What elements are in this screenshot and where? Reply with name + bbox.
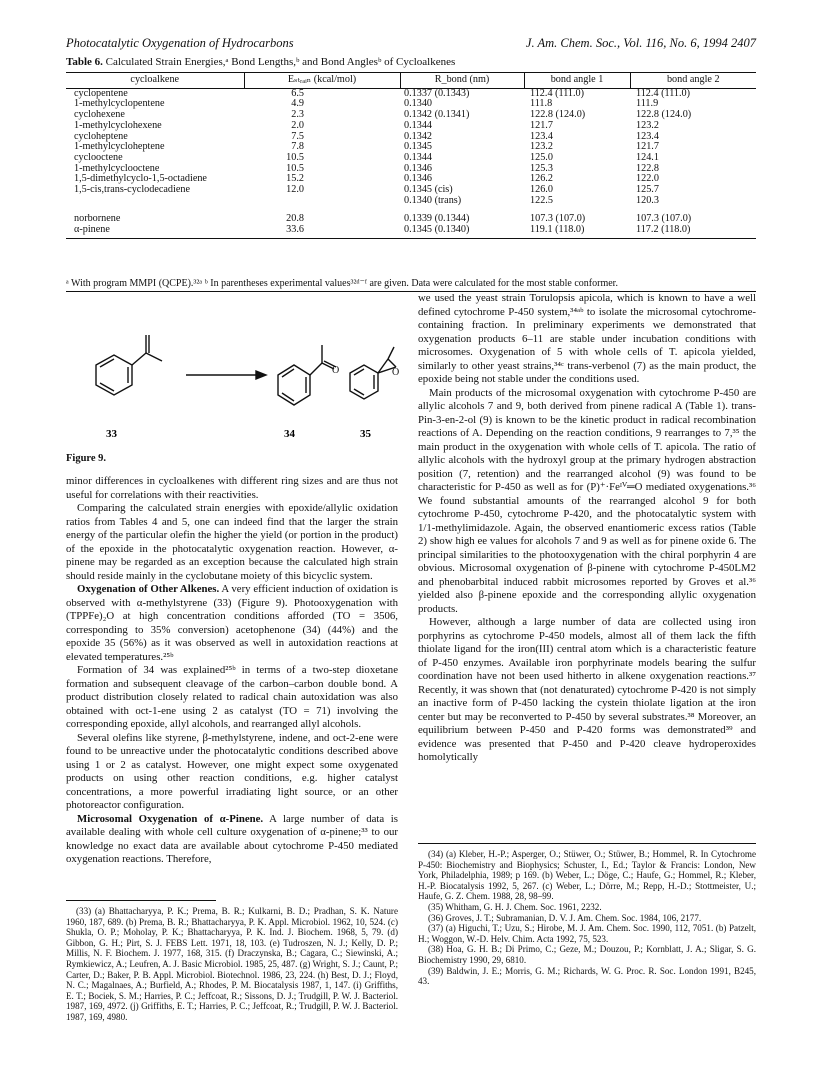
table-cell: 0.1342 (0.1341) — [404, 109, 470, 121]
compound-33-structure — [96, 335, 162, 395]
footnote-rule-left — [66, 900, 216, 901]
references-left — [66, 906, 398, 1023]
compound-label-35: 35 — [360, 428, 371, 440]
table-column-header: R_bond (nm) — [400, 73, 524, 89]
table-cell: 126.2 — [530, 173, 553, 185]
left-column-body — [66, 475, 398, 867]
table-cell: 20.8 — [286, 213, 304, 225]
table-cell: 10.5 — [286, 151, 304, 163]
table-cell: 0.1340 — [404, 98, 433, 110]
table-cell: 10.5 — [286, 162, 304, 174]
table-cell: 0.1344 — [404, 119, 433, 131]
table-row — [66, 206, 756, 225]
table-cell: 123.4 — [530, 130, 553, 142]
table-cell: 107.3 (107.0) — [636, 213, 692, 225]
table-cell: 112.4 (111.0) — [636, 87, 691, 99]
table-cell: 1-methylcyclohexene — [74, 119, 162, 131]
table-cell: norbornene — [74, 213, 121, 225]
table-cell: 2.0 — [291, 119, 304, 131]
reference-entry: (36) Groves, J. T.; Subramanian, D. V. J. Am. Chem. Soc. 1984, 106, 2177. — [428, 912, 702, 923]
paragraph: Formation of 34 was explained²⁵ᵇ in terms of a two-step dioxetane formation and subsequent cleavage of the carbon–carbon double bond. A product distribution closely related to radical chain autoxidation was also obtained with oct-1-ene using 2 as catalyst (TO = 71) involving the corresponding epoxide, allyl alcohols, and rearranged allyl alcohols. — [66, 664, 398, 730]
table-cell: 0.1337 (0.1343) — [404, 87, 470, 99]
table-label: Table 6. — [66, 56, 103, 68]
table-row — [66, 196, 756, 207]
table-cell: 7.5 — [291, 130, 304, 142]
paragraph: we used the yeast strain Torulopsis apicola, which is known to have a well defined cytochrome P-450 system,³⁴ᵃᵇ to isolate the microsomal cytochrome-containing fraction. In preliminary experiments we demonstrated that oxygenation products 6–11 are stable under incubation conditions with microsomes. Oxygenation of 5 with whole cells of T. apicola yielded, similarly to other yeast strains,³⁴ᶜ trans-verbenol (7) as the main product, the epoxide being not stable under the conditions used. — [418, 292, 756, 385]
table-row — [66, 225, 756, 238]
table-cell: 125.3 — [530, 162, 553, 174]
paragraph: Microsomal Oxygenation of α-Pinene. A large number of data is available dealing with whole cell culture oxygenation of α-pinene;³³ to our knowledge no exact data are available about cytochrome P-450 mediated oxygenation reactions. Therefore, — [66, 812, 398, 865]
table-cell: 111.9 — [636, 98, 659, 110]
reference-entry: (38) Hoa, G. H. B.; Di Primo, C.; Geze, M.; Douzou, P.; Kornblatt, J. A.; Sligar, S. G. Biochemistry 1990, 29, 6810. — [418, 944, 756, 965]
table-cell: 123.2 — [530, 141, 553, 153]
table-cell: 2.3 — [291, 109, 304, 121]
paragraph: minor differences in cycloalkenes with different ring sizes and are thus not useful for correlations with their reactivities. — [66, 475, 398, 501]
table-cell: 123.2 — [636, 119, 659, 131]
table-cell: α-pinene — [66, 225, 244, 238]
table-cell: 126.0 — [530, 184, 553, 196]
reference-entry: (37) (a) Higuchi, T.; Uzu, S.; Hirobe, M. J. Am. Chem. Soc. 1990, 112, 7051. (b) Patzelt, H.; Woggon, W.-D. Helv. Chim. Acta 1992, 75, 523. — [418, 923, 756, 944]
reaction-arrow — [186, 371, 266, 379]
table-cell: 117.2 (118.0) — [630, 225, 756, 238]
compound-label-33: 33 — [106, 428, 117, 440]
figure-caption: Figure 9. — [66, 453, 107, 464]
table-cell: 15.2 — [286, 173, 304, 185]
table-cell: 121.7 — [636, 141, 659, 153]
right-column-body — [418, 292, 756, 765]
table-footnote: ᵃ With program MMPI (QCPE).³²ᵃ ᵇ In parentheses experimental values³²ᵈ⁻ᶠ are given. Data were calculated for the most stable conformer. — [66, 278, 618, 289]
table-cell: 0.1339 (0.1344) — [404, 213, 470, 225]
table-cell: 1-methylcyclooctene — [74, 162, 160, 174]
table-cell: 124.1 — [636, 151, 659, 163]
table-cell: 0.1346 — [404, 173, 433, 185]
table-cell: 107.3 (107.0) — [530, 213, 586, 225]
paragraph: Oxygenation of Other Alkenes. A very efficient induction of oxidation is observed with α-methylstyrene (33) (Figure 9). Photooxygenation with (TPPFe)₂O at high concentration conditions afforded (TO = 3506, corresponding to 35% conversion) acetophenone (34) (44%) and the epoxide 35 (56%) as it was observed as well in autoxidation reactions at elevated temperatures.²⁵ᵇ — [66, 583, 399, 663]
table-6 — [66, 72, 756, 239]
table-cell: 0.1340 (trans) — [404, 194, 462, 206]
table-cell: 33.6 — [244, 225, 400, 238]
svg-text:O: O — [392, 367, 400, 378]
references-right — [418, 849, 756, 987]
table-cell: 0.1346 — [404, 162, 433, 174]
paragraph: Several olefins like styrene, β-methylstyrene, indene, and oct-2-ene were found to be unreactive under the photocatalytic conditions described above using 1 or 2 as catalyst. However, one might expect some oxygenated products on using other reaction conditions, e.g. higher catalyst concentrations, a more powerful irradiating light source, or an other photoreactor configuration. — [66, 731, 398, 811]
running-header-journal: J. Am. Chem. Soc., Vol. 116, No. 6, 1994 2407 — [525, 36, 756, 50]
reference-entry: (39) Baldwin, J. E.; Morris, G. M.; Richards, W. G. Proc. R. Soc. London 1991, B245, 43. — [418, 965, 756, 987]
svg-text:O: O — [332, 365, 340, 376]
table-cell: 7.8 — [291, 141, 304, 153]
compound-label-34: 34 — [284, 428, 295, 440]
table-column-header: bond angle 1 — [524, 73, 630, 89]
table-cell: 119.1 (118.0) — [524, 225, 630, 238]
reference-entry: (33) (a) Bhattacharyya, P. K.; Prema, B. R.; Kulkarni, B. D.; Pradhan, S. K. Nature 1960, 187, 689. (b) Prema, B. R.; Bhattacharyya, P. K. Appl. Microbiol. 1962, 10, 524. (c) Shukla, O. P.; Moholay, P. K.; Bhattacharyya, P. K. Ind. J. Biochem. 1968, 5, 79. (d) Gibbon, G. H.; Pirt, S. J. FEBS Lett. 1971, 18, 103. (e) Tudroszen, N. J.; Kelly, D. P.; Millis, N. F. Biochem. J. 1977, 168, 315. (f) Draczynska, B.; Cagara, C.; Siewinski, A.; Rymkiewicz, A.; Leufren, A. J. Basic Microbiol. 1985, 25, 487. (g) Wright, S. J.; Caunt, P.; Carter, D.; Baker, P. B. Appl. Microbiol. Biotechnol. 1986, 23, 224. (h) Best, D. J.; Floyd, N. C.; Magalnaes, A.; Burfield, A.; Rhodes, P. M. Biocatalysis 1987, 1, 147. (i) Griffiths, E. T.; Bociek, S. M.; Harries, P. C.; Jeffcoat, R.; Sissons, D. J.; Trudgill, P. W. J. Bacteriol. 1987, 169, 4972. (j) Griffiths, E. T.; Harries, P. C.; Jeffcoat, R.; Trudgill, P. W. J. Bacteriol. 1987, 169, 4980. — [66, 906, 398, 1022]
table-cell: 122.8 (124.0) — [636, 109, 692, 121]
compound-35-structure — [350, 347, 396, 399]
table-cell: 0.1345 — [404, 141, 433, 153]
table-cell: cycloheptene — [74, 130, 128, 142]
table-cell: 12.0 — [286, 184, 304, 196]
table-cell: 0.1345 (cis) — [404, 184, 453, 196]
run-in-heading: Oxygenation of Other Alkenes. — [77, 583, 220, 595]
figure-9-scheme — [66, 295, 398, 445]
running-header-title: Photocatalytic Oxygenation of Hydrocarbons — [66, 36, 294, 50]
table-cell: 122.5 — [530, 194, 553, 206]
table-cell: 125.0 — [530, 151, 553, 163]
table-column-header: cycloalkene — [66, 73, 244, 89]
table-cell: 1-methylcyclopentene — [74, 98, 165, 110]
paragraph: Main products of the microsomal oxygenation with cytochrome P-450 are allylic alcohols 7 and 9, both derived from pinene radical A (Table 1). trans-Pin-3-en-2-ol (9) is known to be the kinetic product in radical recombination reactions of A. Depending on the reaction conditions, 9 rearranges to 7,³⁵ the main product in the oxygenation with whole cells of T. apicola. The ratio of allylic alcohols with the hydroxyl group at the primary hydrogen abstraction position (7, retention) and the rearranged alcohol (9) was found to be characteristic for P-450 as well as for (P)⁺·Feᴵⱽ═O mediated oxygenations.³⁶ We found substantial amounts of the rearranged alcohol 9 for both cytochrome P-450, cytochrome P-420, and the photocatalytic system with 1/1-methylimidazole. Again, the observed enantiomeric excess ratios (Table 2) show high ee values for alcohols 7 and 9 as well as for pinene oxide 6. The principal similarities to the photooxygenation with the chiral porphyrin 4 are obvious. Microsomal oxygenation of β-pinene with cytochrome P-450LM2 and phenobarbital induced rabbit microsomes reported by Groves et al.³⁶ yielded also β-pinene epoxide and the corresponding allylic oxygenation products. — [418, 386, 756, 615]
table-row — [66, 121, 756, 132]
table-column-header: Eₛₜᵣₐᵢₙ (kcal/mol) — [244, 73, 400, 89]
table-cell: cyclohexene — [74, 109, 125, 121]
table-cell: cyclooctene — [74, 151, 123, 163]
table-cell: 122.0 — [636, 173, 659, 185]
run-in-heading: Microsomal Oxygenation of α-Pinene. — [77, 812, 264, 825]
table-cell — [66, 196, 244, 207]
table-cell: 123.4 — [636, 130, 659, 142]
table-cell: 111.8 — [530, 98, 553, 110]
table-cell — [244, 196, 400, 207]
reference-entry: (34) (a) Kleber, H.-P.; Asperger, O.; Stüwer, O.; Stüwer, B.; Hommel, R. In Cytochrome P-450: Biochemistry and Biophysics; Schuster, I., Ed.; Taylor & Francis: London, New York, Philadelphia, 1989; p 169. (b) Weber, L.; Döge, C.; Haufe, G.; Hommel, R.; Kleber, H.-P. Biocatalysis 1992, 5, 267. (c) Weber, L.; Dörre, M.; Repp, H.-D.; Stottmeister, U.; Haufe, G. Z. Chem. 1988, 28, 98–99. — [418, 849, 756, 902]
table-cell: 0.1344 — [404, 151, 433, 163]
table-cell: 1,5-cis,trans-cyclodecadiene — [74, 184, 190, 196]
table-column-header: bond angle 2 — [630, 73, 756, 89]
compound-34-structure — [278, 345, 336, 405]
table-cell: 0.1342 — [404, 130, 433, 142]
paragraph: Comparing the calculated strain energies with epoxide/allylic oxidation ratios from Tables 4 and 5, one can indeed find that the larger the strain energy of the particular olefin the higher the yield (or portion in the product) of the epoxide in the photocatalytic oxygenation reaction. However, α-pinene may be regarded as an exception because the calculated high strain should reside mainly in the cyclobutane moiety of this bicyclic system. — [66, 502, 398, 582]
table-cell: cyclopentene — [74, 87, 128, 99]
table-cell: 1,5-dimethylcyclo-1,5-octadiene — [74, 173, 207, 185]
table-cell: 120.3 — [636, 194, 659, 206]
reference-entry: (35) Whitham, G. H. J. Chem. Soc. 1961, 2232. — [428, 901, 602, 912]
table-cell: 121.7 — [530, 119, 553, 131]
table-cell: 0.1345 (0.1340) — [400, 225, 524, 238]
footnote-rule-right — [418, 843, 756, 844]
table-cell: 1-methylcycloheptene — [74, 141, 165, 153]
table-cell: 122.8 (124.0) — [530, 109, 586, 121]
table-cell: 125.7 — [636, 184, 659, 196]
table-cell: 112.4 (111.0) — [530, 87, 585, 99]
table-cell: 4.9 — [291, 98, 304, 110]
table-caption-text: Calculated Strain Energies,ᵃ Bond Lengths,ᵇ and Bond Anglesᵇ of Cycloalkenes — [105, 56, 456, 68]
paragraph: However, although a large number of data are collected using iron porphyrins as cytochrome P-450 models, almost all of them lack the fifth thiolate ligand for the iron(III) central atom which is a characteristic feature of P-450 enzymes. Available iron porphyrinate models bearing the sulfur coordination have not been used hitherto in alkene oxygenation reactions.³⁷ Recently, it was shown that (not denaturated) cytochrome P-420 is not simply an inactive form of P-450 lacking the cystein thiolate ligation at the iron center but may be reconverted to P-450 by several substrates.³⁸ Moreover, an equilibrium between P-450 and P-420 forms was demonstrated³⁹ and evidence was presented that P-450 and P-420 cleave hydroperoxides homolytically — [418, 616, 756, 763]
table-cell: 122.8 — [636, 162, 659, 174]
table-cell: 6.5 — [291, 87, 304, 99]
table-caption — [66, 56, 455, 68]
